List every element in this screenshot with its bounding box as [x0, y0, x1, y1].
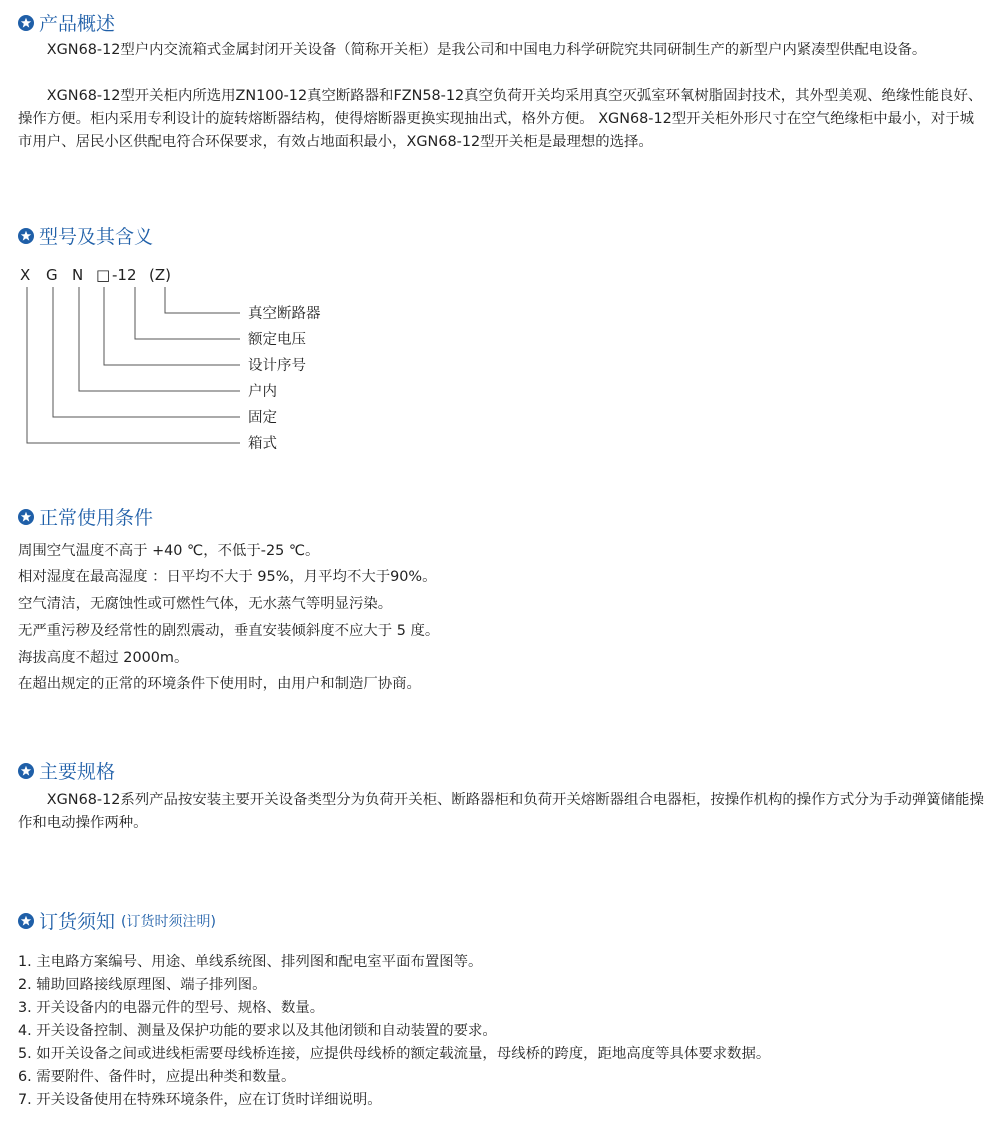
code-part-design-no: □ [96, 266, 111, 284]
section-title-model [18, 222, 153, 249]
overview-paragraph-1: XGN68-12型户内交流箱式金属封闭开关设备（简称开关柜）是我公司和中国电力科学研院究共同研制生产的新型户内紧凑型供配电设备。 [46, 42, 927, 58]
section-title-text: 正常使用条件 [39, 507, 154, 529]
section-title-text: 产品概述 [39, 13, 116, 35]
overview-paragraph-2: XGN68-12型开关柜内所选用ZN100-12真空断路器和FZN58-12真空负荷开关均采用真空灭弧室环氧树脂固封技术，其外型美观、绝缘性能良好、操作方便。柜内采用专利设计的旋转熔断器结构，使得熔断器更换实现抽出式，格外方便。 XGN68-12型开关柜外形尺寸在空气绝缘柜中最小，对于城市用户、居民小区供配电符合环保要求，有效占地面积最小，XGN68-12型开关柜是最理想的选择。 [18, 88, 983, 150]
star-icon [18, 509, 34, 525]
ordering-item-3: 3. 开关设备内的电器元件的型号、规格、数量。 [18, 1000, 325, 1016]
ordering-item-1: 1. 主电路方案编号、用途、单线系统图、排列图和配电室平面布置图等。 [18, 954, 483, 970]
code-part-x: X [20, 266, 31, 284]
meaning-rated-voltage: 额定电压 [248, 332, 306, 348]
condition-air: 空气清洁，无腐蚀性或可燃性气体，无水蒸气等明显污染。 [18, 596, 393, 612]
star-icon [18, 763, 34, 779]
ordering-item-2: 2. 辅助回路接线原理图、端子排列图。 [18, 977, 267, 993]
ordering-title-note: (订货时须注明) [121, 913, 216, 930]
condition-temperature: 周围空气温度不高于 +40 ℃，不低于-25 ℃。 [18, 543, 320, 559]
section-title-text: 型号及其含义 [39, 226, 154, 248]
star-icon [18, 228, 34, 244]
code-part-breaker: (Z) [149, 266, 171, 284]
ordering-item-7: 7. 开关设备使用在特殊环境条件，应在订货时详细说明。 [18, 1092, 382, 1108]
meaning-vacuum-breaker: 真空断路器 [248, 306, 321, 322]
star-icon [18, 15, 34, 31]
code-part-n: N [72, 266, 84, 284]
meaning-design-number: 设计序号 [248, 358, 306, 374]
leader-lines [27, 287, 240, 443]
star-icon [18, 913, 34, 929]
code-part-voltage: -12 [112, 266, 137, 284]
model-code-diagram [0, 255, 400, 465]
section-title-ordering [18, 907, 216, 934]
section-title-text: 主要规格 [39, 761, 116, 783]
section-title-specs [18, 757, 115, 784]
section-title-text: 订货须知 [39, 911, 116, 933]
section-title-conditions [18, 503, 153, 530]
code-part-g: G [46, 266, 58, 284]
meaning-box-type: 箱式 [248, 436, 277, 452]
condition-other: 在超出规定的正常的环境条件下使用时，由用户和制造厂协商。 [18, 676, 421, 692]
condition-vibration: 无严重污秽及经常性的剧烈震动，垂直安装倾斜度不应大于 5 度。 [18, 623, 440, 639]
condition-altitude: 海拔高度不超过 2000m。 [18, 650, 189, 666]
ordering-item-5: 5. 如开关设备之间或进线柜需要母线桥连接，应提供母线桥的额定载流量，母线桥的跨度，距地高度等具体要求数据。 [18, 1046, 771, 1062]
section-title-overview [18, 9, 115, 36]
condition-humidity: 相对湿度在最高湿度 ：日平均不大于 95%，月平均不大于90%。 [18, 569, 437, 585]
ordering-item-6: 6. 需要附件、备件时，应提出种类和数量。 [18, 1069, 296, 1085]
specs-paragraph: XGN68-12系列产品按安装主要开关设备类型分为负荷开关柜、断路器柜和负荷开关熔断器组合电器柜，按操作机构的操作方式分为手动弹簧储能操作和电动操作两种。 [18, 792, 984, 831]
ordering-item-4: 4. 开关设备控制、测量及保护功能的要求以及其他闭锁和自动装置的要求。 [18, 1023, 497, 1039]
meaning-indoor: 户内 [248, 384, 277, 400]
meaning-fixed: 固定 [248, 410, 277, 426]
